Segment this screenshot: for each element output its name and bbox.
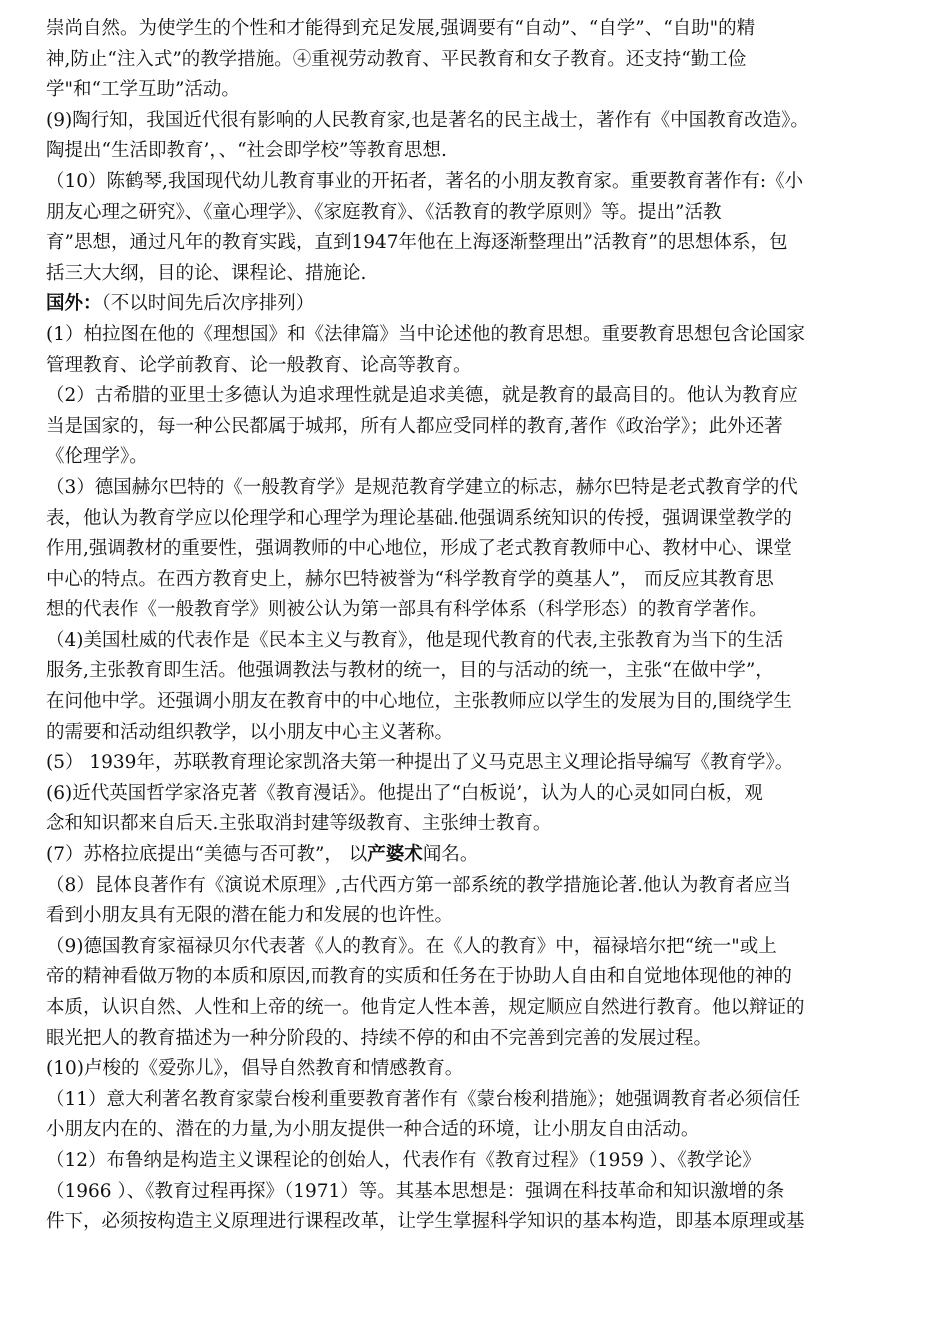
text-line: （8）昆体良著作有《演说术原理》,古代西方第一部系统的教学措施论著.他认为教育者应当 <box>46 874 792 896</box>
text-line: 神,防止“注入式”的教学措施。④重视劳动教育、平民教育和女子教育。还支持“勤工俭 <box>46 48 747 70</box>
text-line: 管理教育、论学前教育、论一般教育、论高等教育。 <box>46 354 472 376</box>
text-line: 在问他中学。还强调小朋友在教育中的中心地位，主张教师应以学生的发展为目的,围绕学生 <box>46 691 792 713</box>
text-line: 中心的特点。在西方教育史上，赫尔巴特被誉为“科学教育学的奠基人”， 而反应其教育思 <box>46 568 774 590</box>
emphasis-term: 产婆术 <box>367 844 423 866</box>
text-line: 陶提出“生活即教育’，、“社会即学校”等教育思想. <box>46 140 447 162</box>
text-line: 育”思想，通过凡年的教育实践，直到1947年他在上海逐渐整理出”活教育”的思想体系，包 <box>46 232 788 254</box>
text-line: 看到小朋友具有无限的潜在能力和发展的也许性。 <box>46 905 454 927</box>
text-line: 当是国家的，每一种公民都属于城邦，所有人都应受同样的教育,著作《政治学》；此外还著 <box>46 415 783 437</box>
socrates-text-end: 闻名。 <box>422 844 479 866</box>
text-line: (9)陶行知，我国近代很有影响的人民教育家,也是著名的民主战士，著作有《中国教育改造》。 <box>46 109 809 131</box>
text-line: (6)近代英国哲学家洛克著《教育漫话》。他提出了“白板说’，认为人的心灵如同白板，观 <box>46 782 763 804</box>
text-line: 小朋友内在的、潜在的力量,为小朋友提供一种合适的环境，让小朋友自由活动。 <box>46 1119 700 1141</box>
text-line: 件下，必须按构造主义原理进行课程改革，让学生掌握科学知识的基本构造，即基本原理或基 <box>46 1211 805 1233</box>
text-line: 学"和“工学互助”活动。 <box>46 79 240 101</box>
text-line: 念和知识都来自后天.主张取消封建等级教育、主张绅士教育。 <box>46 813 552 835</box>
text-line: （11）意大利著名教育家蒙台梭利重要教育著作有《蒙台梭利措施》；她强调教育者必须信任 <box>46 1088 801 1110</box>
text-line: （9)德国教育家福禄贝尔代表著《人的教育》。在《人的教育》中，福禄培尔把“统一"或上 <box>46 935 777 957</box>
text-line: 想的代表作《一般教育学》则被公认为第一部具有科学体系（科学形态）的教育学著作。 <box>46 599 768 621</box>
text-line: (5） 1939年，苏联教育理论家凯洛夫第一种提出了义马克思主义理论指导编写《教育学》。 <box>46 752 794 774</box>
text-line: （4)美国杜威的代表作是《民本主义与教育》，他是现代教育的代表,主张教育为当下的生活 <box>46 629 784 651</box>
text-line: （12）布鲁纳是构造主义课程论的创始人，代表作有《教育过程》（1959 ）、《教学论》 <box>46 1149 761 1171</box>
text-line: 表，他认为教育学应以伦理学和心理学为理论基础.他强调系统知识的传授，强调课堂教学的 <box>46 507 792 529</box>
socrates-line <box>46 840 908 871</box>
text-line: 《伦理学》。 <box>46 446 148 468</box>
text-line: 帝的精神看做万物的本质和原因,而教育的实质和任务在于协助人自由和自觉地体现他的神的 <box>46 966 792 988</box>
text-line: （1966 ）、《教育过程再探》（1971）等。其基本思想是：强调在科技革命和知识激增的条 <box>46 1180 785 1202</box>
text-line: 的需要和活动组织教学，以小朋友中心主义著称。 <box>46 721 454 743</box>
text-line: (1）柏拉图在他的《理想国》和《法律篇》当中论述他的教育思想。重要教育思想包含论国家 <box>46 323 805 345</box>
text-line: 崇尚自然。为使学生的个性和才能得到充足发展,强调要有“自动”、“自学”、“自助"的精 <box>46 18 756 39</box>
text-line: 眼光把人的教育描述为一种分阶段的、持续不停的和由不完善到完善的发展过程。 <box>46 1027 713 1049</box>
text-line: （2）古希腊的亚里士多德认为追求理性就是追求美德，就是教育的最高目的。他认为教育应 <box>46 385 798 407</box>
text-line: 服务,主张教育即生活。他强调教法与教材的统一，目的与活动的统一，主张“在做中学”， <box>46 660 774 682</box>
text-line: （10）陈鹤琴,我国现代幼儿教育事业的开拓者，著名的小朋友教育家。重要教育著作有:《小 <box>46 170 804 192</box>
text-line: 作用,强调教材的重要性，强调教师的中心地位，形成了老式教育教师中心、教材中心、课堂 <box>46 538 792 560</box>
text-line: （3）德国赫尔巴特的《一般教育学》是规范教育学建立的标志，赫尔巴特是老式教育学的代 <box>46 476 798 498</box>
text-line: 本质，认识自然、人性和上帝的统一。他肯定人性本善，规定顺应自然进行教育。他以辩证的 <box>46 997 805 1018</box>
text-line: 括三大大纲，目的论、课程论、措施论. <box>46 262 367 284</box>
foreign-section-heading <box>46 289 908 320</box>
heading-label: 国外： <box>46 293 102 315</box>
heading-note: （不以时间先后次序排列） <box>101 293 315 315</box>
text-line: (10)卢梭的《爱弥儿》，倡导自然教育和情感教育。 <box>46 1058 464 1080</box>
socrates-text: (7）苏格拉底提出“美德与否可教”， 以 <box>46 844 368 866</box>
text-line: 朋友心理之研究》、《童心理学》、《家庭教育》、《活教育的教学原则》等。提出”活教 <box>46 201 722 223</box>
